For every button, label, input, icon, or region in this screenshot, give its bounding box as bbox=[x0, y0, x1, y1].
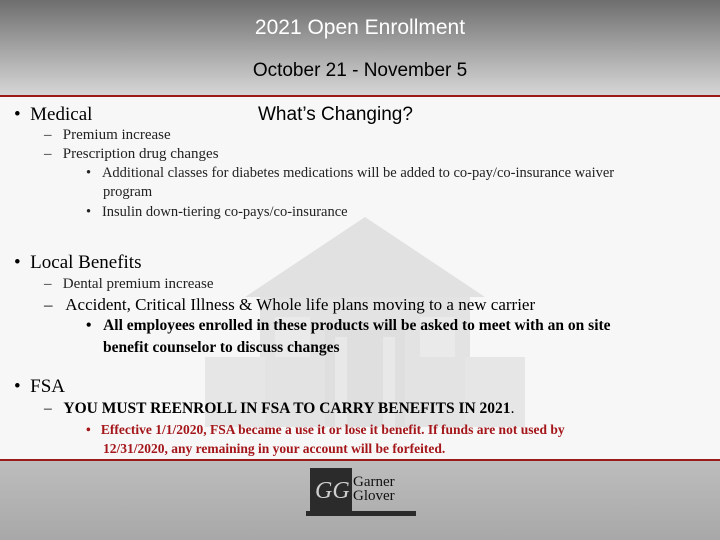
logo-name-line1: Garner bbox=[353, 474, 395, 490]
medical-premium-item: – Premium increase bbox=[44, 127, 171, 143]
local-carrier-item: – Accident, Critical Illness & Whole life plans moving to a new carrier bbox=[44, 295, 536, 314]
medical-label: Medical bbox=[30, 104, 93, 125]
rx-insulin-item: • Insulin down-tiering co-pays/co-insurance bbox=[86, 204, 348, 220]
logo-tagline-bar bbox=[306, 511, 416, 516]
fsa-reenroll-period: . bbox=[510, 400, 515, 417]
local-benefits-label: Local Benefits bbox=[30, 252, 142, 273]
enrollment-dates: October 21 - November 5 bbox=[252, 60, 468, 81]
medical-premium-text: Premium increase bbox=[62, 127, 171, 143]
fsa-warning-cont: 12/31/2020, any remaining in your account will be forfeited. bbox=[103, 441, 446, 456]
fsa-reenroll-text: YOU MUST REENROLL IN FSA TO CARRY BENEFITS IN 2021 bbox=[63, 400, 511, 417]
rx-diabetes-text: Additional classes for diabetes medications will be added to co-pay/co-insurance waiver bbox=[101, 165, 615, 181]
logo-name-line2: Glover bbox=[353, 488, 395, 504]
logo-monogram: GG bbox=[315, 478, 350, 504]
fsa-warning-item: • Effective 1/1/2020, FSA became a use it or lose it benefit. If funds are not used by bbox=[86, 422, 565, 437]
local-counselor-item: • All employees enrolled in these products will be asked to meet with an on site bbox=[86, 317, 611, 334]
bullet-local-benefits: • Local Benefits bbox=[14, 252, 142, 273]
local-dental-text: Dental premium increase bbox=[62, 276, 214, 292]
local-dental-item: – Dental premium increase bbox=[44, 276, 214, 292]
bullet-medical: • Medical bbox=[14, 104, 93, 125]
bullet-fsa: • FSA bbox=[14, 376, 66, 397]
fsa-warning-text: Effective 1/1/2020, FSA became a use it or lose it benefit. If funds are not used by bbox=[100, 422, 565, 437]
rx-insulin-text: Insulin down-tiering co-pays/co-insurance bbox=[101, 204, 348, 220]
slide-title: 2021 Open Enrollment bbox=[254, 16, 466, 39]
fsa-reenroll-item: – YOU MUST REENROLL IN FSA TO CARRY BENEFITS IN 2021. bbox=[44, 400, 515, 417]
local-carrier-text: Accident, Critical Illness & Whole life plans moving to a new carrier bbox=[65, 295, 536, 314]
local-counselor-cont: benefit counselor to discuss changes bbox=[103, 339, 340, 356]
local-counselor-text: All employees enrolled in these products will be asked to meet with an on site bbox=[103, 317, 611, 334]
rx-diabetes-item: • Additional classes for diabetes medications will be added to co-pay/co-insurance waiver bbox=[86, 165, 615, 181]
medical-rx-text: Prescription drug changes bbox=[62, 146, 219, 162]
section-heading: What’s Changing? bbox=[258, 104, 413, 125]
fsa-label: FSA bbox=[30, 376, 66, 397]
rx-diabetes-cont: program bbox=[103, 184, 153, 200]
medical-rx-item: – Prescription drug changes bbox=[44, 146, 219, 162]
slide-header bbox=[0, 0, 720, 96]
